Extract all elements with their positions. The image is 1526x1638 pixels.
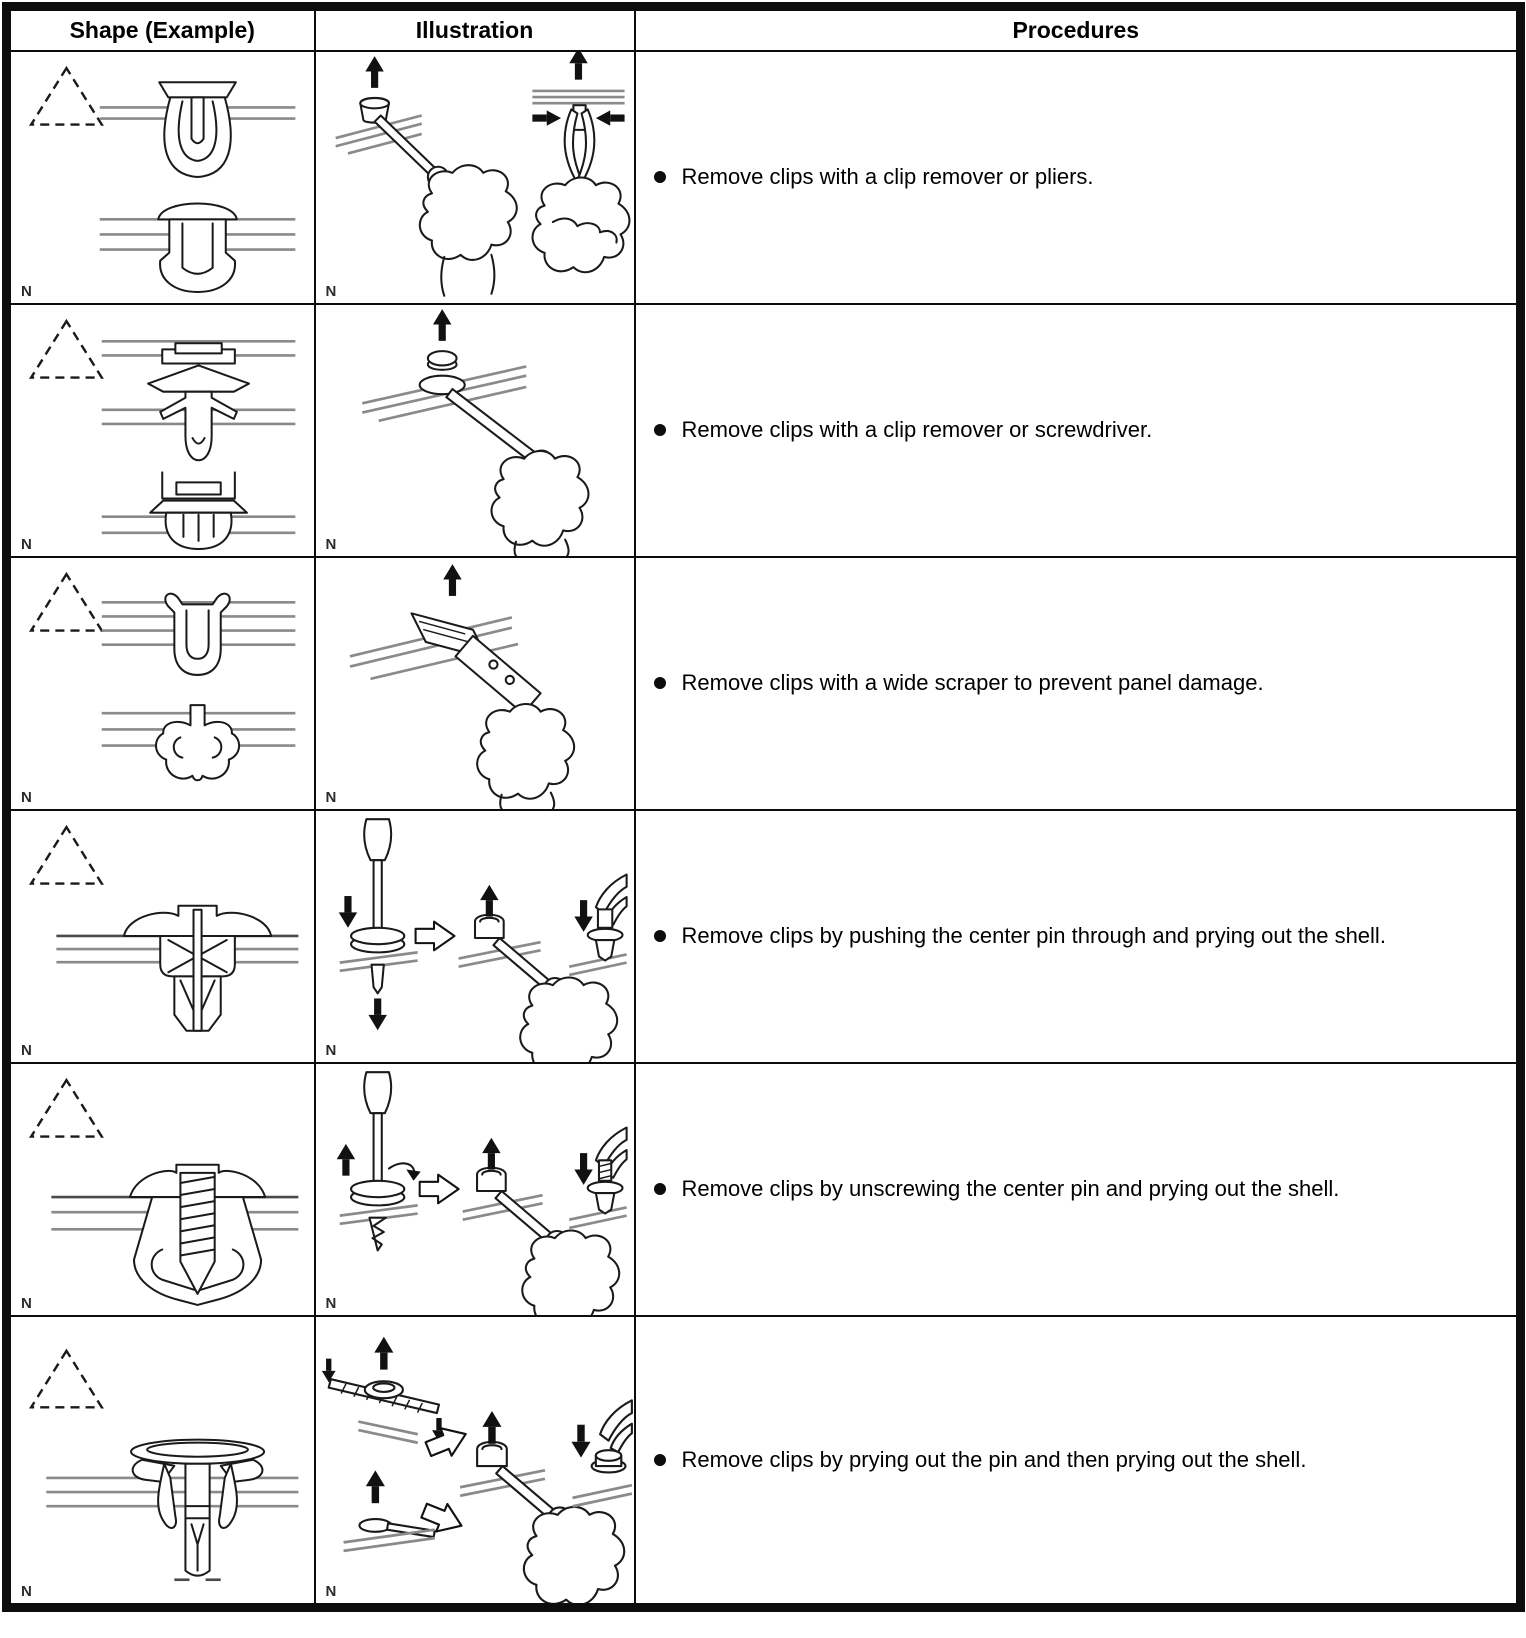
- shape-cell-row2: [7, 304, 315, 557]
- illustration-cell-row6: [315, 1316, 635, 1608]
- hand: [520, 977, 617, 1062]
- center-pin: [194, 909, 202, 1030]
- illustration-cell-row5: [315, 1063, 635, 1316]
- hand: [477, 703, 574, 798]
- table-row: [7, 51, 1521, 304]
- removal-illustration-6: [316, 1317, 634, 1604]
- caution-triangle-icon: [31, 827, 102, 883]
- caution-triangle-icon: [31, 321, 102, 377]
- procedure-cell-row3: [635, 557, 1521, 810]
- top-clip-diagram: [100, 82, 296, 177]
- next-step-arrow-icon: [419, 1174, 458, 1203]
- table-row: [7, 304, 1521, 557]
- header-shape: Shape (Example): [7, 7, 315, 51]
- top-clip-diagram: [102, 593, 296, 674]
- pry-shell-scene: [460, 1410, 624, 1603]
- figure-note-label: N: [325, 282, 337, 300]
- unscrew-pin-scene: [336, 1072, 420, 1250]
- bullet-icon: [654, 930, 666, 942]
- figure-note-label: N: [325, 535, 337, 553]
- pry-shell-scene: [458, 884, 617, 1061]
- illustration-cell-row4: [315, 810, 635, 1063]
- bottom-clip-diagram: [102, 705, 296, 780]
- clip-shape-drawing-4: [11, 811, 314, 1062]
- up-arrow-icon: [480, 884, 498, 916]
- next-step-arrow-icon: [422, 1420, 470, 1463]
- hand: [491, 450, 588, 545]
- header-row: [7, 7, 1521, 51]
- up-arrow-icon: [443, 564, 461, 596]
- shape-cell-row3: [7, 557, 315, 810]
- procedure-text: Remove clips by pushing the center pin through and prying out the shell.: [681, 923, 1386, 949]
- procedure-cell-row5: [635, 1063, 1521, 1316]
- procedure-cell-row4: [635, 810, 1521, 1063]
- clip-remover-tool: [446, 389, 540, 465]
- table-row: [7, 810, 1521, 1063]
- down-arrow-icon: [338, 896, 356, 928]
- reinstall-scene: [571, 1400, 631, 1506]
- header-illustration: Illustration: [315, 7, 635, 51]
- shape-cell-row4: [7, 810, 315, 1063]
- procedure-text: Remove clips with a clip remover or screwdriver.: [681, 417, 1153, 443]
- pry-pin-scene-2: [343, 1470, 434, 1551]
- up-arrow-icon: [365, 56, 383, 88]
- bullet-icon: [654, 424, 666, 436]
- procedure-text: Remove clips by prying out the pin and then prying out the shell.: [681, 1447, 1307, 1472]
- removal-illustration-2: [316, 305, 634, 556]
- bullet-icon: [654, 1454, 666, 1466]
- procedure-text: Remove clips with a clip remover or pliers.: [681, 164, 1094, 190]
- pliers-scene: [532, 52, 629, 272]
- clip-shape-drawing-1: [11, 52, 314, 303]
- figure-note-label: N: [21, 1583, 32, 1600]
- reinstall-scene: [569, 874, 626, 974]
- up-arrow-icon: [432, 309, 450, 341]
- shape-cell-row5: [7, 1063, 315, 1316]
- procedure-text: Remove clips with a wide scraper to prevent panel damage.: [681, 670, 1264, 696]
- down-arrow-icon: [574, 900, 592, 932]
- bottom-clip-diagram: [100, 203, 296, 291]
- illustration-cell-row3: [315, 557, 635, 810]
- bottom-clip-diagram: [102, 472, 296, 549]
- clip-remover-scene: [362, 309, 588, 556]
- illustration-cell-row1: [315, 51, 635, 304]
- next-step-arrow-icon: [415, 921, 454, 950]
- bullet-icon: [654, 1183, 666, 1195]
- figure-note-label: N: [21, 535, 32, 553]
- down-arrow-icon: [368, 998, 386, 1030]
- clip-diagram: [56, 905, 298, 1030]
- clip-diagram: [46, 1439, 298, 1579]
- clip-diagram: [51, 1164, 298, 1304]
- procedure-cell-row6: [635, 1316, 1521, 1608]
- illustration-cell-row2: [315, 304, 635, 557]
- hand: [419, 165, 516, 260]
- clip-remover-tool: [374, 115, 438, 176]
- shape-cell-row1: [7, 51, 315, 304]
- caution-triangle-icon: [31, 1350, 102, 1406]
- table-row: [7, 1316, 1521, 1608]
- figure-note-label: N: [21, 1041, 32, 1059]
- bullet-icon: [654, 171, 666, 183]
- clip-shape-drawing-3: [11, 558, 314, 809]
- procedure-cell-row2: [635, 304, 1521, 557]
- bullet-icon: [654, 677, 666, 689]
- clip-shape-drawing-6: [11, 1317, 314, 1604]
- figure-note-label: N: [21, 282, 32, 300]
- figure-note-label: N: [325, 1583, 337, 1600]
- caution-triangle-icon: [31, 68, 102, 124]
- figure-note-label: N: [21, 788, 32, 806]
- up-arrow-icon: [569, 52, 587, 80]
- removal-illustration-3: [316, 558, 634, 809]
- screwdriver: [364, 1072, 391, 1113]
- table-row: [7, 1063, 1521, 1316]
- clip-shape-drawing-5: [11, 1064, 314, 1315]
- header-procedures: Procedures: [635, 7, 1521, 51]
- up-arrow-icon: [336, 1143, 354, 1175]
- hand: [523, 1506, 623, 1603]
- table-row: [7, 557, 1521, 810]
- caution-triangle-icon: [31, 574, 102, 630]
- down-arrow-icon: [571, 1424, 590, 1457]
- procedure-cell-row1: [635, 51, 1521, 304]
- procedure-text: Remove clips by unscrewing the center pin and prying out the shell.: [681, 1176, 1340, 1202]
- up-arrow-icon: [482, 1410, 501, 1443]
- caution-triangle-icon: [31, 1080, 102, 1136]
- up-arrow-icon: [482, 1137, 500, 1169]
- shape-cell-row6: [7, 1316, 315, 1608]
- pry-shell-scene: [462, 1137, 619, 1314]
- up-arrow-icon: [365, 1470, 384, 1503]
- down-arrow-icon: [574, 1153, 592, 1185]
- screwdriver: [364, 819, 391, 860]
- clip-removal-table: [2, 2, 1525, 1612]
- scraper-scene: [350, 564, 574, 809]
- figure-note-label: N: [325, 788, 337, 806]
- pry-pin-scene: [321, 1336, 445, 1442]
- top-clip-diagram: [102, 341, 296, 460]
- removal-illustration-1: [316, 52, 634, 303]
- removal-illustration-5: [316, 1064, 634, 1315]
- figure-note-label: N: [21, 1294, 32, 1312]
- figure-note-label: N: [325, 1041, 337, 1059]
- clip-remover-scene: [335, 56, 516, 296]
- push-pin-scene: [338, 819, 417, 1030]
- reinstall-scene: [569, 1127, 626, 1227]
- figure-note-label: N: [325, 1294, 337, 1312]
- hand: [522, 1230, 619, 1315]
- up-arrow-icon: [374, 1336, 393, 1369]
- clip-shape-drawing-2: [11, 305, 314, 556]
- removal-illustration-4: [316, 811, 634, 1062]
